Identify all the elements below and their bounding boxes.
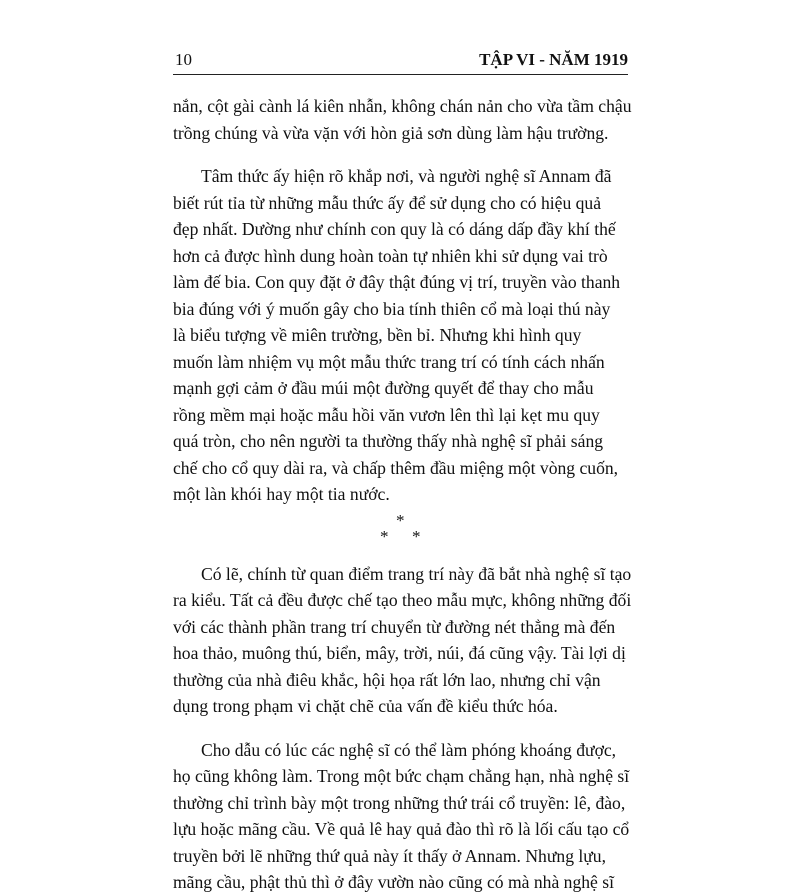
text-line: làm đế bia. Con quy đặt ở đây thật đúng vị trí, truyền vào thanh [173, 272, 621, 292]
text-line: mãng cầu, phật thủ thì ở đây vườn nào cũng có mà nhà nghệ sĩ [173, 872, 615, 892]
text-line: nắn, cột gài cành lá kiên nhẫn, không chán nản cho vừa tầm chậu [173, 96, 632, 116]
text-line: hoa thảo, muông thú, biển, mây, trời, núi, đá cũng vậy. Tài lợi dị [173, 643, 626, 663]
body-text [173, 93, 632, 896]
text-line: họ cũng không làm. Trong một bức chạm chẳng hạn, nhà nghệ sĩ [173, 766, 630, 786]
text-line: muốn làm nhiệm vụ một mẫu thức trang trí có tính cách nhấn [173, 351, 605, 372]
text-line: ra kiểu. Tất cả đều được chế tạo theo mẫu mực, không những đối [173, 590, 632, 610]
text-line: trồng chúng và vừa vặn với hòn giả sơn dùng làm hậu trường. [173, 122, 609, 143]
page-number: 10 [175, 50, 192, 69]
text-line: biết rút tỉa từ những mẫu thức ấy để sử dụng cho có hiệu quả [173, 192, 602, 213]
text-line: dụng trong phạm vi chặt chẽ của vấn đề kiểu thức hóa. [173, 696, 558, 716]
separator-asterisk: * [396, 510, 405, 530]
running-title: TẬP VI - NĂM 1919 [479, 50, 628, 69]
paragraph [173, 93, 632, 146]
paragraph [173, 163, 628, 508]
text-line: lựu hoặc mãng cầu. Về quả lê hay quả đào thì rõ là lối cấu tạo cổ [173, 819, 630, 839]
text-line: quá tròn, cho nên người ta thường thấy nhà nghệ sĩ phải sáng [173, 431, 604, 451]
paragraph [173, 561, 632, 720]
paragraph [173, 737, 628, 896]
text-line: truyền bởi lẽ những thứ quả này ít thấy ở Annam. Nhưng lựu, [173, 845, 607, 866]
text-line: Có lẽ, chính từ quan điểm trang trí này đã bắt nhà nghệ sĩ tạo [201, 563, 632, 584]
text-line: là biểu tượng về miên trường, bền bỉ. Nhưng khi hình quy [173, 325, 582, 345]
text-line: rồng mềm mại hoặc mẫu hồi văn vươn lên thì lại kẹt mu quy [173, 404, 600, 425]
text-line: chế cho cổ quy dài ra, và chấp thêm đầu miệng một vòng cuốn, [173, 457, 619, 478]
text-line: Tâm thức ấy hiện rõ khắp nơi, và người nghệ sĩ Annam đã [201, 166, 612, 186]
text-line: với các thành phần trang trí chuyển từ đường nét thẳng mà đến [173, 616, 616, 637]
page-header [173, 40, 628, 75]
text-line: bia đúng với ý muốn gây cho bia tính thiên cổ mà loại thú này [173, 298, 611, 319]
text-line: một làn khói hay một tia nước. [173, 484, 390, 504]
section-separator [173, 508, 628, 544]
text-line: đẹp nhất. Dường như chính con quy là có dáng dấp đầy khí thế [173, 219, 616, 239]
text-line: thường chỉ trình bày một trong những thứ trái cổ truyền: lê, đào, [173, 792, 626, 813]
text-line: mạnh gợi cảm ở đầu múi một đường quyết để thay cho mẫu [173, 378, 594, 398]
text-line: hơn cả được hình dung hoàn toàn tự nhiên khi sử dụng vai trò [173, 245, 608, 266]
text-line: thường của nhà điêu khắc, hội họa rất lớn lao, nhưng chỉ vận [173, 669, 601, 690]
separator-asterisk: * [380, 526, 389, 546]
separator-asterisk: * [412, 526, 421, 546]
text-line: Cho dẫu có lúc các nghệ sĩ có thể làm phóng khoáng được, [201, 739, 617, 760]
